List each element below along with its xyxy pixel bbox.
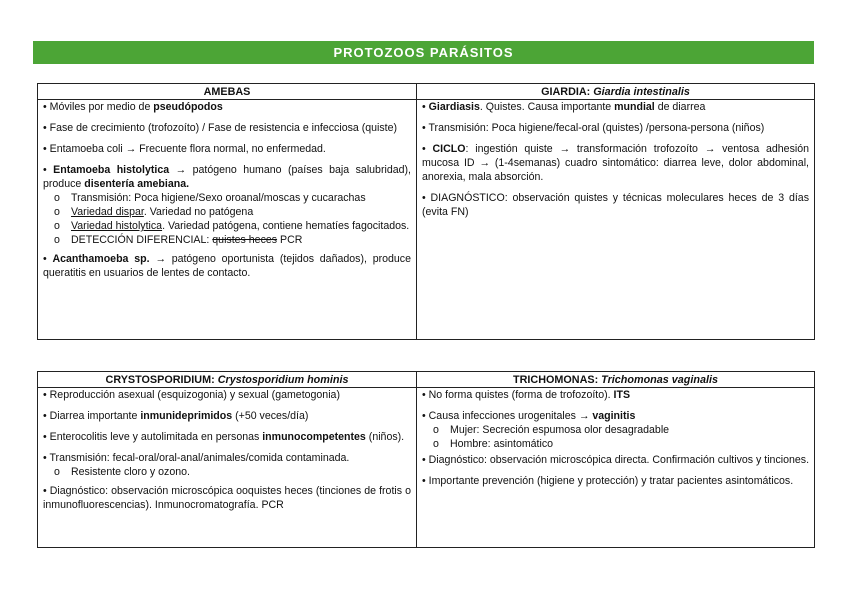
list-item: o Mujer: Secreción espumosa olor desagradable: [450, 423, 809, 437]
crypto-item: • Enterocolitis leve y autolimitada en personas inmunocompetentes (niños).: [43, 431, 405, 443]
tricho-item: • Diagnóstico: observación microscópica directa. Confirmación cultivos y tinciones.: [422, 454, 810, 466]
table-body-row: [38, 100, 815, 340]
crypto-item: • Reproducción asexual (esquizogonia) y sexual (gametogonia): [43, 389, 340, 401]
giardia-item: • Giardiasis. Quistes. Causa importante mundial de diarrea: [422, 101, 706, 113]
tricho-cell: [417, 388, 815, 548]
amebas-sublist: [43, 191, 411, 247]
crypto-cell: [38, 388, 417, 548]
table-header-row: [38, 84, 815, 100]
crypto-item: • Diagnóstico: observación microscópica ooquistes heces (tinciones de frotis o inmunofluorescencias). Inmunocromatografía. PCR: [43, 485, 411, 511]
amebas-item: • Entamoeba histolytica → patógeno humano (países baja salubridad), produce disentería amebiana.: [43, 164, 411, 190]
tricho-sublist: [422, 423, 809, 451]
table-body-row: [38, 388, 815, 548]
giardia-item: • DIAGNÓSTICO: observación quistes y técnicas moleculares heces de 3 días (evita FN): [422, 192, 809, 218]
list-item: o Transmisión: Poca higiene/Sexo oroanal/moscas y cucarachas: [71, 191, 411, 205]
table-header-row: [38, 372, 815, 388]
page-title: PROTOZOOS PARÁSITOS: [333, 45, 514, 60]
amebas-item: • Entamoeba coli → Frecuente flora normal, no enfermedad.: [43, 143, 326, 155]
list-item: o DETECCIÓN DIFERENCIAL: quistes heces PCR: [71, 233, 411, 247]
amebas-giardia-table: [37, 83, 815, 340]
amebas-cell: [38, 100, 417, 340]
giardia-cell: [417, 100, 815, 340]
amebas-item: • Fase de crecimiento (trofozoíto) / Fase de resistencia e infecciosa (quiste): [43, 122, 398, 134]
tricho-item: • No forma quistes (forma de trofozoíto). ITS: [422, 389, 631, 401]
tricho-item: • Importante prevención (higiene y protección) y tratar pacientes asintomáticos.: [422, 475, 794, 487]
tricho-header: TRICHOMONAS: Trichomonas vaginalis: [417, 372, 815, 388]
amebas-item: • Móviles por medio de pseudópodos: [43, 101, 223, 113]
giardia-item: • CICLO: ingestión quiste → transformación trofozoíto → ventosa adhesión mucosa ID → (1-4semanas) cuadro sintomático: diarrea leve, dolor abdominal, anorexia, mala absorción.: [422, 143, 810, 183]
crypto-header: CRYSTOSPORIDIUM: Crystosporidium hominis: [38, 372, 417, 388]
giardia-header: GIARDIA: Giardia intestinalis: [417, 84, 815, 100]
list-item: o Resistente cloro y ozono.: [71, 465, 411, 479]
crypto-item: • Transmisión: fecal-oral/oral-anal/animales/comida contaminada.: [43, 452, 350, 464]
page-title-banner: [33, 41, 814, 64]
crypto-tricho-table: [37, 371, 815, 548]
crypto-item: • Diarrea importante inmunideprimidos (+50 veces/día): [43, 410, 309, 422]
amebas-item: • Acanthamoeba sp. → patógeno oportunista (tejidos dañados), produce queratitis en usuarios de lentes de contacto.: [43, 253, 411, 279]
list-item: o Hombre: asintomático: [450, 437, 809, 451]
list-item: o Variedad histolytica. Variedad patógena, contiene hematíes fagocitados.: [71, 219, 411, 233]
tricho-item: • Causa infecciones urogenitales → vaginitis: [422, 410, 636, 422]
crypto-sublist: [43, 465, 411, 479]
giardia-item: • Transmisión: Poca higiene/fecal-oral (quistes) /persona-persona (niños): [422, 122, 765, 134]
amebas-header: AMEBAS: [38, 84, 417, 100]
list-item: o Variedad dispar. Variedad no patógena: [71, 205, 411, 219]
